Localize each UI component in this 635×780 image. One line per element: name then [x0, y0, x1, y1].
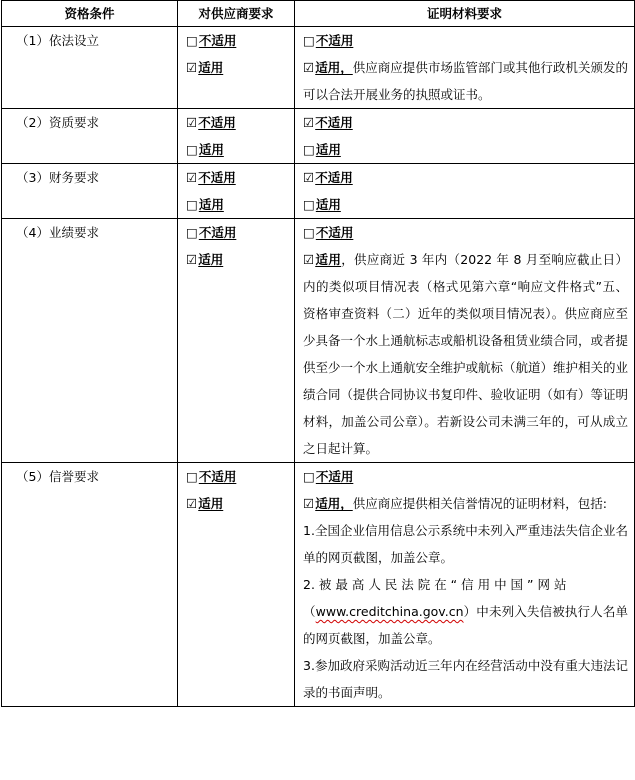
- proof-option: [303, 219, 628, 246]
- table-header-row: [2, 1, 635, 27]
- checked-box-icon[interactable]: ☑: [186, 252, 198, 267]
- supplier-option: [186, 490, 288, 517]
- unchecked-box-icon[interactable]: □: [303, 33, 315, 48]
- proof-option-label: 不适用: [315, 115, 353, 130]
- credit-requirement-item: 1.全国企业信用信息公示系统中未列入严重违法失信企业名单的网页截图，加盖公章。: [303, 523, 628, 565]
- proof-description-text: 供应商应提供相关信誉情况的证明材料，包括:: [352, 496, 607, 511]
- supplier-requirement-cell: [178, 219, 295, 463]
- proof-option-label: 适用: [315, 142, 341, 157]
- supplier-option-label: 适用: [198, 496, 224, 511]
- proof-description-text: 供应商应提供市场监管部门或其他行政机关颁发的可以合法开展业务的执照或证书。: [303, 60, 628, 102]
- proof-option-label: 不适用: [315, 170, 353, 185]
- proof-option: [303, 164, 628, 191]
- proof-option: [303, 191, 628, 218]
- supplier-option-label: 不适用: [198, 115, 236, 130]
- qualification-condition: （5）信誉要求: [2, 463, 178, 707]
- qualification-condition: （3）财务要求: [2, 164, 178, 219]
- checked-box-icon[interactable]: ☑: [186, 115, 198, 130]
- supplier-option-label: 不适用: [198, 225, 237, 240]
- header-qualification: 资格条件: [2, 1, 178, 27]
- supplier-requirement-cell: [178, 27, 295, 109]
- proof-option-label: 适用，: [315, 496, 353, 511]
- credit-requirement-item: 2. 被 最 高 人 民 法 院 在 “ 信 用 中 国 ” 网 站: [303, 577, 567, 592]
- unchecked-box-icon[interactable]: □: [186, 197, 198, 212]
- proof-option: [303, 136, 628, 163]
- checked-box-icon[interactable]: ☑: [303, 496, 315, 511]
- supplier-option: [186, 136, 288, 163]
- proof-description: [303, 54, 628, 108]
- proof-description: [303, 246, 628, 462]
- unchecked-box-icon[interactable]: □: [303, 469, 315, 484]
- proof-requirement-cell: [295, 219, 635, 463]
- supplier-option-label: 适用: [198, 197, 224, 212]
- proof-requirement-cell: [295, 463, 635, 707]
- supplier-option: [186, 219, 288, 246]
- proof-option-label: 不适用: [315, 225, 354, 240]
- proof-requirement-cell: [295, 164, 635, 219]
- qualification-condition: （1）依法设立: [2, 27, 178, 109]
- checked-box-icon[interactable]: ☑: [186, 496, 198, 511]
- unchecked-box-icon[interactable]: □: [303, 142, 315, 157]
- proof-option: [303, 463, 628, 490]
- unchecked-box-icon[interactable]: □: [186, 469, 198, 484]
- credit-china-url-text: www.creditchina.gov.cn: [315, 604, 464, 619]
- unchecked-box-icon[interactable]: □: [186, 33, 198, 48]
- supplier-option: [186, 27, 288, 54]
- proof-description: [303, 490, 628, 517]
- proof-option-label: 不适用: [315, 469, 354, 484]
- supplier-requirement-cell: [178, 164, 295, 219]
- proof-requirement-cell: [295, 109, 635, 164]
- unchecked-box-icon[interactable]: □: [186, 142, 198, 157]
- table-row: [2, 109, 635, 164]
- header-supplier-requirement: 对供应商要求: [178, 1, 295, 27]
- checked-box-icon[interactable]: ☑: [303, 252, 315, 267]
- proof-option: [303, 27, 628, 54]
- proof-option: [303, 109, 628, 136]
- checked-box-icon[interactable]: ☑: [303, 170, 315, 185]
- proof-option-label: 适用: [315, 197, 341, 212]
- table-row: [2, 164, 635, 219]
- proof-option-label: 适用，: [315, 60, 353, 75]
- supplier-option-label: 适用: [198, 60, 224, 75]
- supplier-option-label: 不适用: [198, 170, 236, 185]
- qualification-condition: （4）业绩要求: [2, 219, 178, 463]
- supplier-option: [186, 109, 288, 136]
- qualification-condition: （2）资质要求: [2, 109, 178, 164]
- header-proof-requirement: 证明材料要求: [295, 1, 635, 27]
- table-row: [2, 27, 635, 109]
- supplier-option-label: 适用: [198, 252, 224, 267]
- unchecked-box-icon[interactable]: □: [303, 197, 315, 212]
- supplier-requirement-cell: [178, 109, 295, 164]
- supplier-option: [186, 463, 288, 490]
- proof-requirement-cell: [295, 27, 635, 109]
- qualification-table: [1, 0, 635, 707]
- supplier-option: [186, 191, 288, 218]
- supplier-option: [186, 54, 288, 81]
- table-row: [2, 463, 635, 707]
- supplier-option-label: 适用: [198, 142, 224, 157]
- proof-option-label: 不适用: [315, 33, 354, 48]
- unchecked-box-icon[interactable]: □: [186, 225, 198, 240]
- checked-box-icon[interactable]: ☑: [303, 115, 315, 130]
- credit-requirement-item: 3.参加政府采购活动近三年内在经营活动中没有重大违法记录的书面声明。: [303, 658, 628, 700]
- supplier-option: [186, 164, 288, 191]
- proof-option-label: 适用: [315, 252, 342, 267]
- credit-requirement-item: （www.creditchina.gov.cn）中未列入失信被执行人名单的网页截图，加盖公章。: [303, 604, 628, 646]
- proof-description-text: ，供应商近 3 年内（2022 年 8 月至响应截止日）内的类似项目情况表（格式见第六章“响应文件格式”五、资格审查资料（二）近年的类似项目情况表）。供应商应至少具备一个水上通航标志或船机设备租赁业绩合同，或者提供至少一个水上通航安全维护或航标（航道）维护相关的业绩合同（提供合同协议书复印件、验收证明（如有）等证明材料，加盖公司公章）。若新设公司未满三年的，可从成立之日起计算。: [303, 252, 629, 456]
- checked-box-icon[interactable]: ☑: [303, 60, 315, 75]
- checked-box-icon[interactable]: ☑: [186, 170, 198, 185]
- checked-box-icon[interactable]: ☑: [186, 60, 198, 75]
- unchecked-box-icon[interactable]: □: [303, 225, 315, 240]
- supplier-requirement-cell: [178, 463, 295, 707]
- supplier-option-label: 不适用: [198, 469, 237, 484]
- supplier-option: [186, 246, 288, 273]
- supplier-option-label: 不适用: [198, 33, 237, 48]
- table-row: [2, 219, 635, 463]
